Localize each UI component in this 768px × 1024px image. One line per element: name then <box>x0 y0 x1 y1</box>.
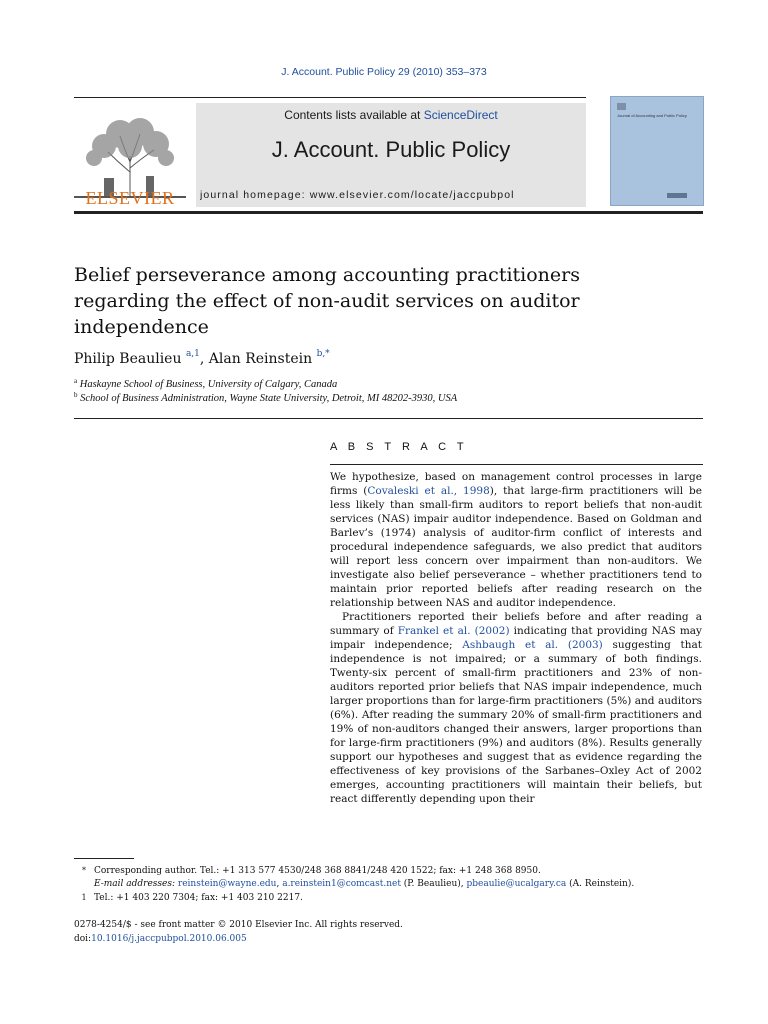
email-label: E-mail addresses: <box>94 879 176 889</box>
author-list <box>74 349 674 367</box>
cover-title: Journal of Accounting and Public Policy <box>617 113 687 118</box>
header-top-rule <box>74 97 586 98</box>
journal-header-box <box>196 103 586 207</box>
header-bottom-rule <box>74 211 703 214</box>
footnote-mark: * <box>82 866 86 875</box>
section-rule <box>74 418 703 419</box>
footnote-text: Tel.: +1 403 220 7304; fax: +1 403 210 2217. <box>94 893 303 903</box>
contents-line <box>196 108 586 122</box>
journal-homepage-link[interactable]: journal homepage: www.elsevier.com/locate/jaccpubpol <box>200 189 515 201</box>
sciencedirect-link[interactable]: ScienceDirect <box>423 108 498 122</box>
affiliation-mark: b <box>74 391 78 399</box>
footnote-rule <box>74 858 134 859</box>
cover-emblem <box>617 103 626 110</box>
footnotes <box>74 864 703 905</box>
abstract-text: Practitioners reported their beliefs before and after reading a summary of <box>330 611 702 637</box>
reference-link[interactable]: Ashbaugh et al. (2003) <box>462 639 603 651</box>
copyright-line: 0278-4254/$ - see front matter © 2010 Elsevier Inc. All rights reserved. <box>74 920 403 930</box>
doi-link[interactable]: 10.1016/j.jaccpubpol.2010.06.005 <box>91 934 247 944</box>
email-separator: , <box>276 879 283 889</box>
affiliation-text: School of Business Administration, Wayne State University, Detroit, MI 48202-3930, USA <box>80 393 458 404</box>
author-affiliation-marks[interactable]: b,* <box>316 349 330 359</box>
contents-prefix: Contents lists available at <box>284 108 424 122</box>
abstract-text: indicating that providing NAS may impair independence; <box>330 625 702 651</box>
author-name: Philip Beaulieu <box>74 351 182 367</box>
footnote-corresponding <box>74 864 703 878</box>
footnote-1 <box>74 891 703 905</box>
footnote-emails <box>74 878 703 891</box>
abstract-rule <box>330 464 703 465</box>
affiliation-a <box>74 377 674 390</box>
cover-publisher-mark <box>667 193 687 198</box>
abstract-body <box>330 470 702 832</box>
abstract-text: suggesting that independence is not impaired; or a summary of both findings. Twenty-six percent of small-firm practitioners and 23% of non-auditors reported prior beliefs that NAS impair independence, much larger proportions than for large-firm practitioners (5%) and auditors (6%). After reading the summary 20% of small-firm practitioners and 19% of non-auditors changed their answers, larger proportions than for large-firm practitioners (9%) and auditors (8%). Results generally support our hypotheses and suggest that as evidence regarding the effectiveness of key provisions of the Sarbanes–Oxley Act of 2002 emerges, accounting practitioners will maintain their beliefs, but react differently depending upon their <box>330 639 702 805</box>
footnote-text: Corresponding author. Tel.: +1 313 577 4530/248 368 8841/248 420 1522; fax: +1 248 368 8950. <box>94 866 541 876</box>
reference-link[interactable]: Frankel et al. (2002) <box>397 625 510 637</box>
doi-prefix: doi: <box>74 934 92 944</box>
abstract-paragraph <box>330 610 702 806</box>
email-owner: (A. Reinstein). <box>566 879 635 889</box>
footnote-mark: 1 <box>81 893 87 902</box>
journal-name: J. Account. Public Policy <box>271 137 511 162</box>
article-title: Belief perseverance among accounting practitioners regarding the effect of non-audit services on auditor independence <box>74 264 580 338</box>
author-affiliation-marks[interactable]: a,1 <box>185 349 200 359</box>
abstract-text: We hypothesize, based on management control processes in large firms ( <box>330 471 702 497</box>
email-link[interactable]: reinstein@wayne.edu <box>177 879 277 889</box>
email-link[interactable]: a.reinstein1@comcast.net <box>282 879 401 889</box>
copyright-block <box>74 918 703 946</box>
affiliation-text: Haskayne School of Business, University of Calgary, Canada <box>79 379 338 390</box>
affiliation-b <box>74 391 674 404</box>
doi-line <box>74 932 703 946</box>
abstract-heading: A B S T R A C T <box>330 441 468 453</box>
author-separator: , <box>199 351 209 367</box>
abstract-paragraph <box>330 470 702 610</box>
author-name: Alan Reinstein <box>208 351 313 367</box>
affiliation-mark: a <box>74 377 78 385</box>
email-link[interactable]: pbeaulie@ucalgary.ca <box>466 879 567 889</box>
reference-link[interactable]: Covaleski et al., 1998 <box>367 485 490 497</box>
journal-cover-thumbnail <box>610 96 704 206</box>
abstract-text: ), that large-firm practitioners will be less likely than small-firm auditors to report beliefs that non-audit services (NAS) impair auditor independence. Based on Goldman and Barlev’s (1974) analysis of auditor-firm conflict of interests and procedural independence safeguards, we also predict that auditors will report less concern over impairment than non-auditors. We investigate also belief perseverance – whether practitioners tend to maintain prior reported beliefs after reading research on the relationship between NAS and auditor independence. <box>330 485 702 609</box>
email-owner: (P. Beaulieu), <box>400 879 467 889</box>
elsevier-wordmark: ELSEVIER <box>85 188 175 208</box>
journal-citation: J. Account. Public Policy 29 (2010) 353–373 <box>281 66 487 78</box>
